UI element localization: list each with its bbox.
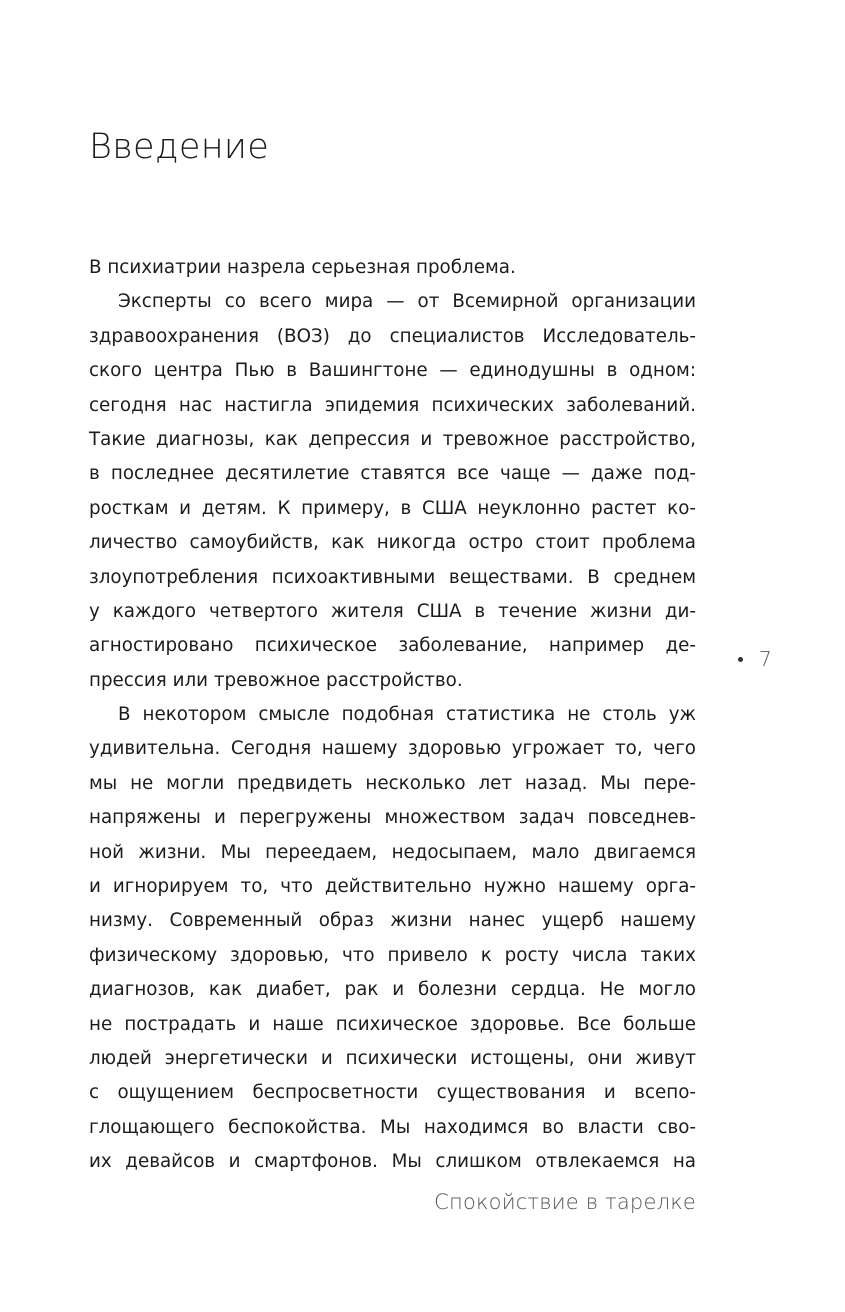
page-marker: [738, 644, 772, 674]
paragraph-line: не пострадать и наше психическое здоровье. Все больше: [89, 1013, 696, 1035]
paragraph-line: глощающего беспокойства. Мы находимся во власти сво-: [89, 1116, 696, 1138]
paragraph-line: напряжены и перегружены множеством задач повседнев-: [89, 807, 696, 829]
chapter-title: Введение: [89, 127, 270, 167]
paragraph-line: сегодня нас настигла эпидемия психических заболеваний.: [89, 394, 696, 416]
paragraph-line: людей энергетически и психически истощены, они живут: [89, 1047, 696, 1069]
paragraph-line: и игнорируем то, что действительно нужно нашему орга-: [89, 876, 696, 898]
paragraph-line: Эксперты со всего мира — от Всемирной организации: [118, 291, 696, 313]
paragraph-line: ского центра Пью в Вашингтоне — единодушны в одном:: [89, 360, 696, 382]
paragraph-line: удивительна. Сегодня нашему здоровью угрожает то, чего: [89, 738, 696, 760]
paragraph-line: у каждого четвертого жителя США в течение жизни ди-: [89, 600, 696, 622]
paragraph-line: Такие диагнозы, как депрессия и тревожное расстройство,: [89, 428, 696, 450]
paragraph-line: физическому здоровью, что привело к росту числа таких: [89, 944, 696, 966]
paragraph-line: здравоохранения (ВОЗ) до специалистов Исследователь-: [89, 325, 696, 347]
paragraph-line: В психиатрии назрела серьезная проблема.: [89, 257, 516, 278]
paragraph-line: личество самоубийств, как никогда остро стоит проблема: [89, 532, 696, 554]
paragraph-line: диагнозов, как диабет, рак и болезни сердца. Не могло: [89, 979, 696, 1001]
paragraph-line: прессия или тревожное расстройство.: [89, 669, 463, 691]
paragraph-line: в последнее десятилетие ставятся все чаще — даже под-: [89, 463, 696, 485]
paragraph-line: злоупотребления психоактивными веществами. В среднем: [89, 566, 696, 588]
paragraph-line: росткам и детям. К примеру, в США неуклонно растет ко-: [89, 497, 696, 519]
paragraph-line: с ощущением беспросветности существования и всепо-: [89, 1082, 696, 1104]
bullet-dot-icon: [738, 657, 743, 662]
paragraph-line: ной жизни. Мы переедаем, недосыпаем, мало двигаемся: [89, 841, 696, 863]
paragraph-line: В некотором смысле подобная статистика не столь уж: [118, 704, 696, 726]
paragraph-line: их девайсов и смартфонов. Мы слишком отвлекаемся на: [89, 1151, 696, 1173]
paragraph-line: агностировано психическое заболевание, например де-: [89, 635, 696, 657]
running-footer-book-title: Спокойствие в тарелке: [434, 1190, 696, 1214]
paragraph-line: низму. Современный образ жизни нанес ущерб нашему: [89, 910, 696, 932]
body-text: [89, 251, 696, 1180]
page-number: 7: [759, 647, 772, 671]
paragraph-line: мы не могли предвидеть несколько лет назад. Мы пере-: [89, 772, 696, 794]
